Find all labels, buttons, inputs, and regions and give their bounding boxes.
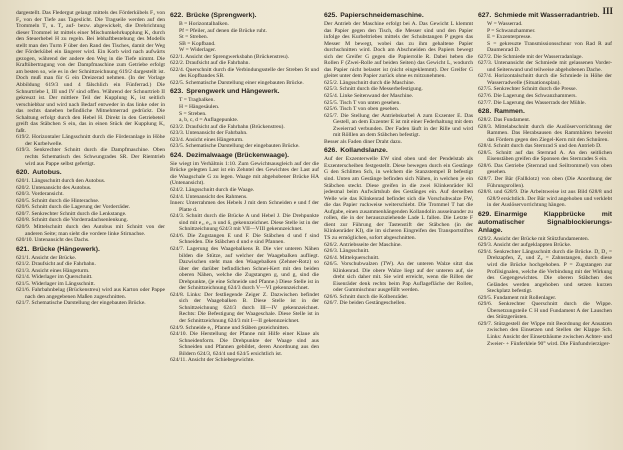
item-number: 628/6. — [478, 162, 493, 169]
item-text: Senkrechter Schnitt durch die Presse. — [493, 86, 577, 93]
legend-item: W = Widerlager. — [179, 47, 217, 54]
item-number: 624/6. — [170, 232, 185, 239]
item-text: Ansicht eines Hängeturm. — [31, 267, 90, 274]
item-list — [170, 187, 319, 364]
item-text: Schnitt durch die Lagerung der Vorderräder. — [31, 204, 131, 211]
item-text: Das Getriebe (Sternrad und Seiltrommel) von oben gesehen. — [487, 162, 612, 176]
list-item — [478, 124, 612, 144]
item-number: 620/8. — [16, 217, 31, 224]
item-number: 625/3. — [324, 86, 339, 93]
column-3 — [324, 10, 473, 446]
legend-item: a, b, c, d = Auflagepunkte. — [179, 117, 239, 124]
item-number: 624/11. — [170, 357, 187, 364]
item-number: 628/4. — [478, 143, 493, 150]
item-number: 624/9. — [170, 324, 185, 331]
item-number: 626/6. — [324, 293, 339, 300]
item-text: Schnitt durch die Hinterachse. — [31, 197, 100, 204]
list-item — [478, 150, 612, 163]
legend-list — [170, 21, 319, 54]
note: Besser als Faden diner Draht dazu. — [324, 138, 402, 145]
item-number: 621/5. — [16, 280, 31, 287]
item-text: Draufsicht auf die Fahrbahn (Brückenstreu). — [185, 123, 285, 130]
item-text: Ansicht der Brücke. — [31, 254, 77, 261]
list-item — [478, 73, 612, 86]
item-number: 626/2. — [324, 241, 339, 248]
legend-item: E = Exzenterpresse. — [487, 34, 532, 41]
item-number: 626/7. — [324, 300, 339, 307]
item-text: Die beiden Gestängeschellen. — [339, 300, 406, 307]
item-text: und 628/9. Die Arbeitsweise ist aus Bild 628/8 und 628/9 ersichtlich. Der Bär wird angehoben und verklebt in der Auslöservorrichtung hängen. — [487, 189, 612, 209]
list-item — [324, 261, 473, 294]
legend-list — [478, 21, 612, 54]
item-text: Ansicht eines Hängeturm. — [185, 136, 244, 143]
item-text: Horizontalschnitt durch die Schmiede in Höhe der Wasserradwelle (Situationsplan). — [487, 73, 612, 86]
item-number: 620/10. — [16, 237, 33, 244]
item-list — [478, 54, 612, 106]
list-item — [16, 300, 165, 307]
legend-item: SB = Kopfband. — [179, 40, 216, 47]
item-number: 628/5. — [478, 149, 493, 156]
item-text: Draufsicht auf die Fahrbahn. — [31, 261, 96, 268]
paragraph: Der Antrieb der Maschine erfolgt bei A. Das Gewicht L klemmt das Papier gegen den Tisch, die Messer sind und den Papier infolge des Kurbeltriebes mittels der Schubstangen P gegen das Messer M bewegt, wobei das zu ihm gehaltene Papier durchschnitten wird. Doch am Abschneiden des Papiers bewegt sich der Greifer G gegen die Papierrolle R. Dabei heben die Rollen F (Zwei-Rolle auf beiden Seiten) das Gewicht L, wodurch das Papier nicht belastet ist (nicht eingeklemmt). Der Greifer G gleitet unter dem Papier zurück ohne es mitzunehmen. — [324, 21, 473, 80]
item-number: 619/3. — [16, 147, 31, 154]
list-item — [170, 67, 319, 80]
item-number: 628/2. — [478, 117, 493, 124]
item-text: Die Schmiede mit der Wasserradanlage. — [493, 53, 583, 60]
item-number: 625/5. — [324, 99, 339, 106]
column-2 — [170, 10, 319, 446]
item-text: Der Bär (Fallklotz) von oben (Die Anordnung der Führungsrollen). — [487, 176, 612, 189]
list-item — [478, 321, 612, 347]
list-item — [170, 357, 319, 364]
list-item — [170, 331, 319, 357]
item-list — [170, 124, 319, 150]
item-text: Fahrbahnbelag (Brückenstreu) wird aus Karton oder Pappe nach den angegebenen Maßen zugeschnitten. — [25, 287, 165, 300]
item-text: Innen: Unterrahmen des Hebels J mit dem Schneiden e und f der Platte d. — [170, 200, 319, 213]
item-number: 621/4. — [16, 274, 31, 281]
item-number: 628/7. — [478, 176, 493, 183]
item-text: Untenansicht des Autobus. — [31, 184, 92, 191]
section-heading-623: 623. Sprengwerk und Hängewerk. — [170, 88, 280, 96]
item-text: Lagerung des Waagebalkens B. Die vier unteren Nähen bilden die Stütze, auf welcher der Waagebalken aufliegt. Dazwischen steht man den Waagebalken (Zehner-Rotz) so über der darüber befindlichen Schnei-Kert mit den beiden oberen Nähen, welche die Zugstangen g, und g, sind die Drehpunkte, (je eine Schneide und Pfanne.) Diese Stelle ist in der Schnittzeichnung 624/3 durch V—VI gekennzeichnet. — [179, 245, 319, 292]
item-number: 624/3. — [170, 213, 185, 220]
item-number: 622/5. — [170, 79, 185, 86]
item-list — [324, 80, 473, 139]
legend-item: P = Schwanzhammer. — [487, 27, 536, 34]
item-text: Horizontaler Längsschnitt durch die Förderanlage in Höhe der Kurbelwelle. — [25, 134, 165, 147]
item-list — [478, 236, 612, 347]
item-number: 629/5. — [478, 294, 493, 301]
item-text: Ansicht der aufgeklappten Brücke. — [493, 242, 572, 249]
item-text: Längsschnitt durch die Waage. — [185, 187, 255, 194]
list-item — [16, 134, 165, 147]
item-text: Tisch T von unten gesehen. — [339, 99, 401, 106]
item-list — [478, 117, 612, 209]
item-text: Linke Seitenwand der Maschine. — [339, 93, 414, 100]
item-text: Schnitt durch die Vorderradachsenlenkung. — [31, 217, 128, 224]
list-item — [16, 224, 165, 237]
legend-item: Pf = Pfeiler, auf denen die Brücke ruht. — [179, 27, 267, 34]
item-text: Untenansicht der Schmiede mit gelassenen Vorder- und Seitenwand und teilweise abgehobenen Dache. — [487, 60, 612, 73]
item-list — [324, 242, 473, 307]
item-number: 629/6. — [478, 301, 493, 308]
item-list — [16, 255, 165, 307]
item-text: Senkrechter Querschnitt durch die Wippe. Übersetzungsteile C H und Fundament A der Lauschen des Stützgerüsten. — [487, 301, 612, 321]
item-number: 625/7. — [324, 112, 339, 119]
item-number: 629/2. — [478, 235, 493, 242]
item-text: Senkrechter Schnitt durch die Dampfmaschine. Oben rechts Schematisch des Schwungrades SR. Der Riemtrieb wird aus Pappe selbst gefertigt. — [25, 147, 165, 167]
item-text: Links: Der festliegende Zeiger Z. Dazwischen befindet sich der Waagebalken B. Diese Stelle ist in der Schnittzeichnung 624/3 durch III—IV gekennzeichnet. Rechts: Die Befestigung der Waageschale. Diese Stelle ist in der Schnittzeichnung 624/3 mit I—II gekennzeichnet. — [179, 291, 319, 324]
item-text: Widerlager im Längsschnitt. — [31, 280, 96, 287]
list-item — [16, 147, 165, 167]
item-text: Widerlager im Querschnitt. — [31, 274, 93, 281]
item-text: Schnitt durch die Messerbefestigung. — [339, 86, 423, 93]
item-number: 621/7. — [16, 300, 31, 307]
list-item — [478, 301, 612, 321]
item-text: Untenansicht der Fahrbahn. — [185, 130, 248, 137]
item-number: 625/6. — [324, 106, 339, 113]
item-number: 621/1. — [16, 254, 31, 261]
item-text: Längsschnitt durch die Maschine. — [339, 79, 416, 86]
item-number: 627/5. — [478, 86, 493, 93]
item-number: 620/6. — [16, 204, 31, 211]
item-text: Tisch T von oben gesehen. — [339, 106, 400, 113]
item-number: 625/2. — [324, 79, 339, 86]
section-heading-622: 622. Brücke (Sprengwerk). — [170, 12, 257, 19]
item-number: 628/8. — [478, 189, 493, 196]
item-number: 626/5. — [324, 261, 339, 268]
column-1 — [16, 10, 165, 446]
section-heading-620: 620. Autobus. — [16, 169, 62, 177]
item-number: 621/3. — [16, 267, 31, 274]
list-item — [478, 189, 612, 209]
item-number: 629/7. — [478, 320, 493, 327]
item-number: 620/3. — [16, 191, 31, 198]
item-text: Die Lagerung des Wasserrads der Mühle. — [493, 99, 586, 106]
item-text: Die Herstellung der Pfanne mit Hilfe einer Klaue als Schneidenform. Die Drehpunkte der Waage sind aus Schneiden und Pfannen gebildet, deren Anordnung aus den Bildern 624/3, 624/4 und 624/5 ersichtlich ist. — [179, 331, 319, 357]
list-item — [170, 213, 319, 233]
item-text: Untenansicht des Rahmens. — [185, 193, 248, 200]
item-number: 627/7. — [478, 99, 493, 106]
legend-item: S = Streben. — [179, 110, 207, 117]
item-text: Schematische Darstellung einer eingebauten Brücke. — [185, 79, 304, 86]
legend-item: H = Hängesäulen. — [179, 104, 220, 111]
section-heading-626: 626. Kollandslanze. — [324, 147, 388, 155]
item-list — [170, 54, 319, 87]
item-number: 620/7. — [16, 210, 31, 217]
list-item — [170, 246, 319, 292]
item-number: 624/10. — [170, 331, 187, 338]
item-number: 620/2. — [16, 184, 31, 191]
legend-list — [170, 97, 319, 123]
item-text: Untenansicht des Dachs. — [34, 237, 90, 244]
list-item — [478, 163, 612, 176]
item-text: Senkrechter Schnitt durch die Lenkstange. — [31, 210, 127, 217]
item-text: Mittelschnitt durch den Autobus mit Schnitt von der anderen Seite; man sieht die vordere linke Stirnachse. — [25, 223, 165, 237]
item-number: 620/5. — [16, 197, 31, 204]
paragraph: Auf der Exzenterwelle EW sind oben und der Pendelstab als Exzenterscheiben festgestellt. Diese bewegen durch ein Gestänge G den Schlitten Sch, in welchem die Stanzstempel B befestigt sind. Unten am Gestänge befinden sich Nähen, in welchen je ein Stäbchen steckt. Diese greifen in die zwei Klinkenräder KI jedesmal beim Aufwärtshub des Gestänges ein. Auf derselben Welle wie das Klinkenrad befindet sich die Vorschubwalze FW, die das Papier ruckweise weiterschiebt. Die Trommel T hat die Aufgabe, einen zusammenhängenden Kollandolin ausseinander zu rollen, die in der herauszuziehende Lade L fallen. Die Letzte F dient zur Führung der Tastenstift der Stäbchen (in der Klinkenräder KI), die im sicheren Eingreifen des Transportstiftes TS zu ermöglichen, sofort abgeschnitten. — [324, 156, 473, 241]
paragraph: dargestellt. Das Fledergut gelangt mittels des Förderkübels F₁ von F₂ von der Tiefe aus Tageslicht. Die Tragseile werden auf den Trommeln T₁ u. T₂ auf- bezw. abgewickelt, die Drehrichtung dieser Trommel ist mittels einer Mischumkehrkupplung K₁ durch den Steuerhebel H zu regeln. Bei lebhaftbestehung des Modells stellt man den Turm F über den Rand des Tisches, damit der Weg der Förderkübel ein längerer wird. Ein Korb wird nach aufwärts gezogen, während der andere den Weg in die Tiefe nimmt. Die Kraftübertragung von der Dampfmaschine zum Getriebe erfolgt am besten so, wie es in der Schnittzeichnung 619/2 dargestellt ist. Doch muß man für G ein Dreizerad nehmen. (In der Vorlage Abbildung 619/3 und 4 fälschlich ein Fünferrad.) Die Schnurtriebe I, III und IV sind offen. Während der Schnurtrieb II gekreuzt ist. Der mittlere Teil der Kupplung K₁ ist seitlich verschiebbar und wird nach Bedarf entweder in das linke oder in das rechts daneben befindliche Mitnehmerrad gedrückt. Die Schaltung erfolgt durch den Hebel H. Direkt in den Getriebeteil greift das Stäbchen S ein, das in einen Stück der Kupplung K₁ faßt. — [16, 10, 165, 134]
item-number: 627/3. — [478, 60, 493, 67]
section-heading-628: 628. Rammen. — [478, 108, 525, 116]
item-text: Querschnitt durch die Verbindungsstelle der Streben St und des Kopfbandes SB. — [179, 66, 319, 80]
item-number: 624/4. — [170, 193, 185, 200]
item-number: 620/9. — [16, 223, 31, 230]
item-text: Schnitt durch die Kolbenräder. — [339, 293, 409, 300]
list-item — [170, 200, 319, 213]
page-number: III — [602, 6, 613, 16]
item-number: 629/3. — [478, 242, 493, 249]
list-item — [324, 300, 473, 307]
list-item — [324, 113, 473, 139]
item-text: Mittelabschnitt durch die Auslöservorrichtung der Rammen. Das Herabsausen des Rammbären beweist das Fördern gegen den Ziegel-Kern mit den Schnüren. — [487, 123, 612, 143]
item-text: Die Stellung der Antriebskurbel A zum Exzenter E. Das Gestell, an dem Exzenter E ist mit einer Federhaltung mit dem Zweierrad verbunden. Der Faden läuft in der Rille und wird mit Rölllen an dem Stäbchen befestigt. — [333, 112, 473, 139]
item-text: Draufsicht auf die Fahrbahn. — [185, 60, 250, 67]
list-item — [478, 100, 612, 107]
section-heading-624: 624. Dezimalwaage (Brückenwaage). — [170, 151, 289, 159]
item-text: Vorderansicht. — [31, 191, 64, 198]
item-number: 622/4. — [170, 66, 185, 73]
item-number: 629/4. — [478, 248, 493, 255]
item-text: Ansicht der Schiebegewichte. — [187, 357, 255, 364]
item-number: 621/6. — [16, 287, 31, 294]
legend-item: S = gekreuzte Transmissionsschnur von Rad R auf Daumenrad D. — [487, 40, 612, 54]
legend-item: B = Horizontalbalken. — [179, 21, 229, 27]
item-number: 626/3. — [324, 248, 339, 255]
item-text: Schematische Darstellung der eingebauten Brücke. — [185, 143, 300, 150]
legend-item: T = Tragbalken. — [179, 97, 215, 104]
section-heading-629: 629. Einarmige Klappbrücke mit automatischer Signalblockierungs-Anlage. — [478, 210, 612, 234]
item-text: Schnitt durch das Sternrad S und den Antrieb D. — [493, 143, 602, 150]
item-number: 628/3. — [478, 123, 493, 130]
item-list — [16, 178, 165, 243]
item-text: Vorschubwalzen (TW). An der unteren Walze sitzt das Klinkenrad. Die obere Walze liegt auf der unteren auf, sie dreht sich daher mit. Sie wird erreicht, wenn die Rillen der Eisenräder denk rechts beim Pap Auflagefläche der Rollen, oder Gummischnur ausgefüllt werden. — [333, 261, 473, 294]
paragraph: Sie wiegt im Verhältnis 1:10. Zum Gewichtsausgleich auf der die Brücke gelegten Last ist ein Zehntel des Gewichtes der Last auf die Waagschale G zu legen. Waage mit abgehobener Brücke HA (Untenansicht). — [170, 160, 319, 187]
item-number: 623/5. — [170, 143, 185, 150]
legend-item: St = Streben. — [179, 34, 209, 41]
item-number: 624/7. — [170, 245, 185, 252]
item-text: Längsschnitt. — [339, 248, 370, 255]
item-number: 627/6. — [478, 93, 493, 100]
list-item — [478, 60, 612, 73]
item-text: Stützgestell der Wippe mit Beordnung der Ansatzen zwischen den Einsetzen und Stellen der Klappe Sch. Links: Ansicht der Einsetzbäume zwischen Achter- und Zweier- + Fünferkleie 90° wird. Die Fünfundvierziger- — [487, 320, 612, 347]
section-heading-627: 627. Schmiede mit Wasserradantrieb. — [478, 12, 600, 19]
column-4 — [478, 10, 612, 446]
item-text: Ansicht der Brücke mit Stützfundamenten. — [493, 235, 590, 242]
item-text: Die Lagerung des Schwanzhammers. — [493, 93, 577, 100]
list-item — [16, 237, 165, 244]
section-heading-621: 621. Brücke (Hängewerk). — [16, 245, 100, 253]
legend-item: W = Wasserrad. — [487, 21, 523, 27]
item-text: Schneide e₁, Pfanne und Stäben gezeichnitten. — [185, 324, 290, 331]
list-item — [478, 249, 612, 295]
item-text: Schematische Darstellung der eingebauten Brücke. — [31, 300, 146, 307]
item-number: 627/4. — [478, 73, 493, 80]
item-text: Schnitt durch die Brücke A und Hebel J. Die Drehpunkte sind mit e₁, e₂, n und δ, gekennzeichnet. Diese Stelle ist in der Schnittzeichnung 624/3 mit VII—VIII gekennzeichnet. — [179, 213, 319, 233]
list-item — [478, 176, 612, 189]
item-number: 622/1. — [170, 53, 185, 60]
list-item — [170, 80, 319, 87]
item-number: 623/2. — [170, 123, 185, 130]
item-number: 624/8. — [170, 291, 185, 298]
item-list — [16, 134, 165, 167]
item-number: 623/3. — [170, 130, 185, 137]
list-item — [170, 143, 319, 150]
list-item — [16, 287, 165, 300]
item-text: Senkrechter Längsschnitt durch die Brücke. D, D₁ = Drehzapfen, Z₁ und Z₂ = Zahnstangen, durch diese wird die Brücke hochgehoben. P = Zugstangen zur Profilsignalen, welche die Verbindung mit der Wirkung des Gegengewichtes. Die oberen Stäbchen des Geländes werden angehoben und setzen kurzen Steckplatz befestigt. — [487, 248, 612, 295]
item-number: 619/2. — [16, 134, 31, 141]
item-text: Schnitt auf das Sternrad A. An den seitlichen Eisenstäben greifen die Sponsen des Sternrades S ein. — [487, 149, 612, 163]
item-number: 621/2. — [16, 261, 31, 268]
item-number: 622/2. — [170, 60, 185, 67]
item-text: Antriebsseite der Maschine. — [339, 241, 402, 248]
item-number: 624/2. — [170, 187, 185, 194]
item-text: Die Zugstangen E und F. Die Stäbchen d und f sind Schneiden. Die Stäbchen d und e sind Pfannen. — [179, 232, 319, 246]
item-text: Längsschnitt durch den Autobus. — [31, 178, 106, 185]
section-heading-625: 625. Papierschneidemaschine. — [324, 12, 424, 19]
item-text: Fundament mit Rollenlager. — [493, 294, 557, 301]
item-number: 625/4. — [324, 93, 339, 100]
item-text: Mittelquerschnitt. — [339, 254, 380, 261]
list-item — [170, 233, 319, 246]
item-text: Das Fundament. — [493, 117, 531, 124]
item-number: 623/4. — [170, 136, 185, 143]
item-number: 620/1. — [16, 178, 31, 185]
list-item — [170, 292, 319, 325]
item-number: 626/4. — [324, 254, 339, 261]
item-number: 627/2. — [478, 53, 493, 60]
item-text: Ansicht der Sprengwerksbahn (Brückenstreu). — [185, 53, 290, 60]
